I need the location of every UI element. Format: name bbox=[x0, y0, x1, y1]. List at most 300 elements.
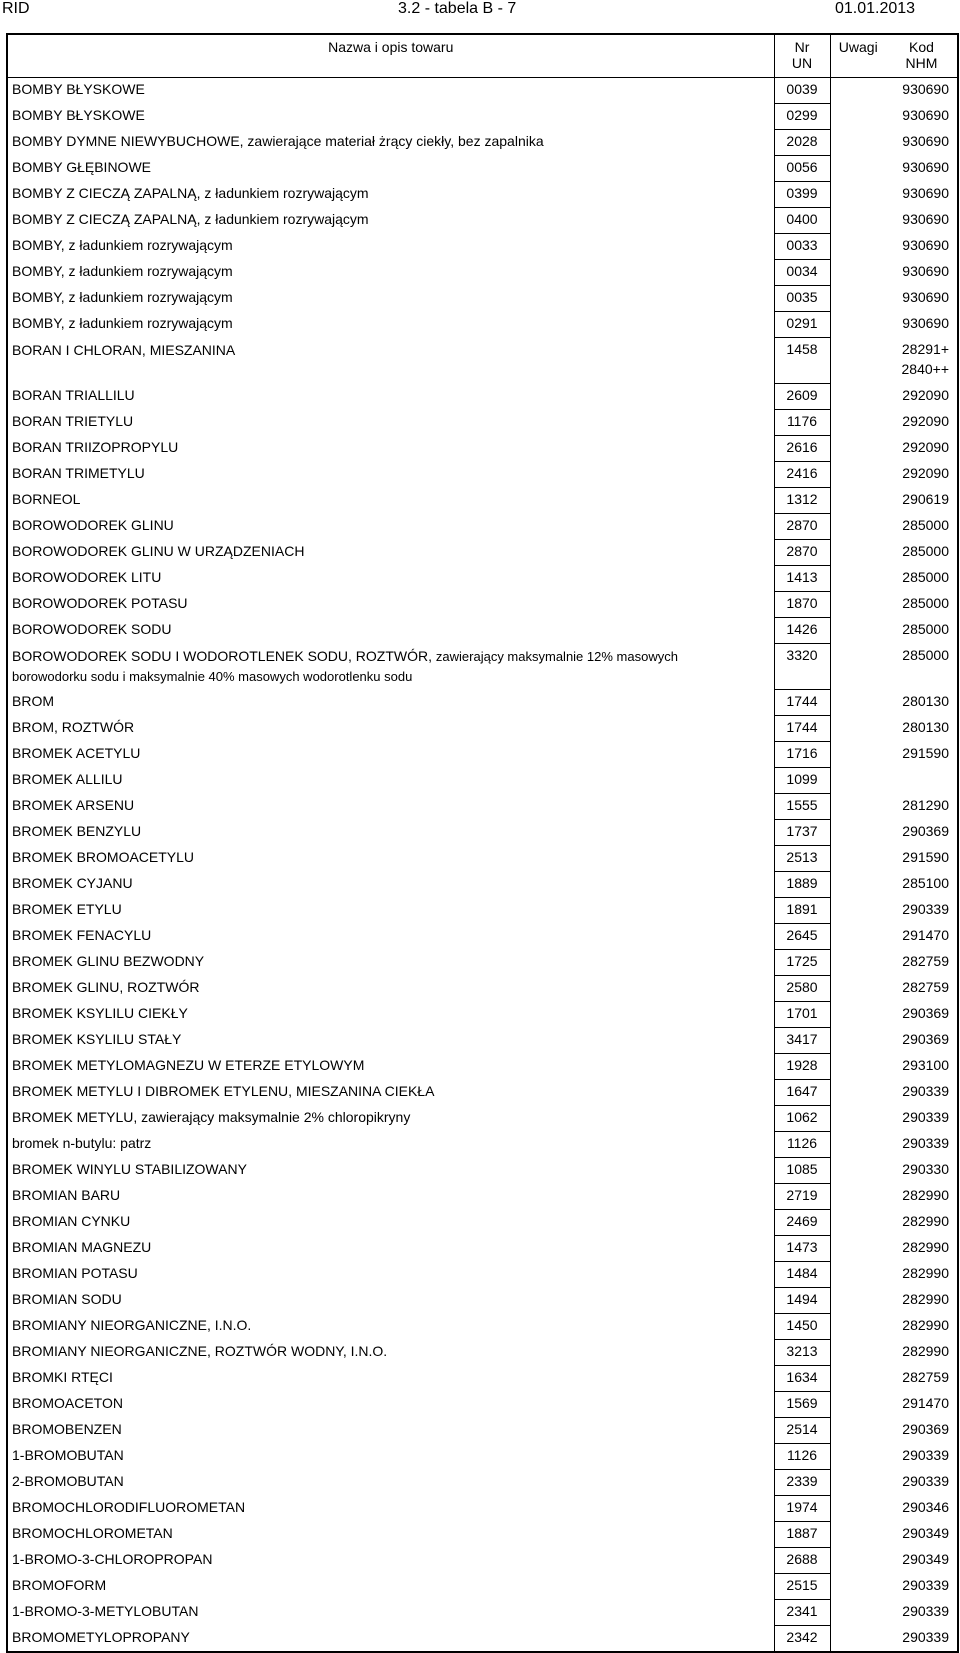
cell-name bbox=[7, 1210, 774, 1236]
table-row bbox=[7, 1392, 958, 1418]
cell-uwagi bbox=[830, 1418, 886, 1444]
cell-name bbox=[7, 436, 774, 462]
cell-uwagi bbox=[830, 1548, 886, 1574]
cell-name bbox=[7, 462, 774, 488]
cell-un-number: 0035 bbox=[774, 286, 830, 312]
cell-uwagi bbox=[830, 1080, 886, 1106]
cell-name-text: BROMEK ALLILU bbox=[12, 770, 123, 787]
cell-name-text: BROM bbox=[12, 692, 54, 709]
cell-uwagi bbox=[830, 592, 886, 618]
cell-un-number: 1725 bbox=[774, 950, 830, 976]
cell-uwagi bbox=[830, 462, 886, 488]
cell-kod-text: 290339 bbox=[902, 1628, 949, 1645]
cell-kod-nhm bbox=[886, 768, 958, 794]
cell-name-text: BORAN TRIETYLU bbox=[12, 412, 134, 429]
cell-kod-text: 290619 bbox=[902, 490, 949, 507]
cell-uwagi bbox=[830, 690, 886, 716]
cell-name bbox=[7, 78, 774, 104]
cell-un-number: 1126 bbox=[774, 1132, 830, 1158]
cell-kod-text: 292090 bbox=[902, 386, 949, 403]
cell-kod-text: 282759 bbox=[902, 978, 949, 995]
table-row bbox=[7, 1132, 958, 1158]
header-date: 01.01.2013 bbox=[835, 0, 916, 17]
cell-kod-nhm bbox=[886, 592, 958, 618]
cell-un-number: 1176 bbox=[774, 410, 830, 436]
cell-un-number: 1126 bbox=[774, 1444, 830, 1470]
cell-kod-nhm bbox=[886, 1548, 958, 1574]
cell-name bbox=[7, 1262, 774, 1288]
cell-kod-nhm bbox=[886, 618, 958, 644]
cell-name-text: BOMBY Z CIECZĄ ZAPALNĄ, z ładunkiem rozrywającym bbox=[12, 184, 369, 201]
cell-name-text: BOROWODOREK LITU bbox=[12, 568, 162, 585]
cell-kod-text: 282759 bbox=[902, 952, 949, 969]
cell-kod-nhm bbox=[886, 1626, 958, 1653]
table-row bbox=[7, 872, 958, 898]
cell-kod-text: 290369 bbox=[902, 822, 949, 839]
cell-name bbox=[7, 794, 774, 820]
table-row bbox=[7, 690, 958, 716]
page-header bbox=[0, 0, 960, 22]
cell-uwagi bbox=[830, 540, 886, 566]
table-row bbox=[7, 1626, 958, 1653]
cell-kod-text: 290339 bbox=[902, 1602, 949, 1619]
cell-un-number: 2616 bbox=[774, 436, 830, 462]
cell-name bbox=[7, 410, 774, 436]
cell-name-text: BOMBY BŁYSKOWE bbox=[12, 81, 145, 97]
cell-name-text: BROMEK FENACYLU bbox=[12, 926, 152, 943]
cell-name-text: 1-BROMO-3-METYLOBUTAN bbox=[12, 1602, 199, 1619]
table-row bbox=[7, 1106, 958, 1132]
table-row bbox=[7, 898, 958, 924]
table-row bbox=[7, 1574, 958, 1600]
cell-uwagi bbox=[830, 1392, 886, 1418]
table-row bbox=[7, 78, 958, 104]
table-row bbox=[7, 924, 958, 950]
cell-kod-text: 292090 bbox=[902, 464, 949, 481]
cell-name-text: BROMEK METYLU I DIBROMEK ETYLENU, MIESZANINA CIEKŁA bbox=[12, 1082, 435, 1099]
cell-name-text: bromek n-butylu: patrz bbox=[12, 1134, 152, 1151]
cell-uwagi bbox=[830, 1002, 886, 1028]
table-row bbox=[7, 1002, 958, 1028]
cell-name-text: BROMIAN POTASU bbox=[12, 1264, 138, 1281]
cell-uwagi bbox=[830, 1496, 886, 1522]
column-header-name-label: Nazwa i opis towaru bbox=[328, 39, 454, 55]
cell-name-text: BROMEK BENZYLU bbox=[12, 822, 142, 839]
cell-name bbox=[7, 488, 774, 514]
cell-name-text: BOROWODOREK GLINU bbox=[12, 516, 174, 533]
cell-name-text: BOMBY, z ładunkiem rozrywającym bbox=[12, 314, 233, 331]
cell-name bbox=[7, 618, 774, 644]
table-row bbox=[7, 566, 958, 592]
cell-un-number: 1426 bbox=[774, 618, 830, 644]
cell-un-number: 1744 bbox=[774, 690, 830, 716]
table-row bbox=[7, 1262, 958, 1288]
table-row bbox=[7, 1366, 958, 1392]
cell-name bbox=[7, 1496, 774, 1522]
cell-name-text: BROM, ROZTWÓR bbox=[12, 718, 135, 735]
table-row bbox=[7, 1210, 958, 1236]
cell-un-number: 1928 bbox=[774, 1054, 830, 1080]
table-row bbox=[7, 488, 958, 514]
cell-un-number: 2514 bbox=[774, 1418, 830, 1444]
cell-kod-nhm bbox=[886, 1444, 958, 1470]
cell-uwagi bbox=[830, 1366, 886, 1392]
cell-uwagi bbox=[830, 156, 886, 182]
cell-uwagi bbox=[830, 410, 886, 436]
table-row bbox=[7, 1158, 958, 1184]
cell-uwagi bbox=[830, 1106, 886, 1132]
cell-kod-text: 930690 bbox=[902, 236, 949, 253]
cell-uwagi bbox=[830, 742, 886, 768]
cell-kod-nhm bbox=[886, 540, 958, 566]
cell-kod-nhm bbox=[886, 690, 958, 716]
cell-un-number: 0400 bbox=[774, 208, 830, 234]
cell-kod-nhm bbox=[886, 1600, 958, 1626]
cell-kod-text: 290339 bbox=[902, 1576, 949, 1593]
cell-uwagi bbox=[830, 286, 886, 312]
table-row bbox=[7, 286, 958, 312]
cell-un-number: 0399 bbox=[774, 182, 830, 208]
cell-name bbox=[7, 1106, 774, 1132]
cell-name bbox=[7, 1444, 774, 1470]
cell-name-text: BROMOCHLORODIFLUOROMETAN bbox=[12, 1498, 246, 1515]
cell-name bbox=[7, 716, 774, 742]
cell-name-text: BORNEOL bbox=[12, 490, 81, 507]
cell-kod-nhm bbox=[886, 1002, 958, 1028]
table-row bbox=[7, 540, 958, 566]
cell-uwagi bbox=[830, 1132, 886, 1158]
cell-un-number: 1647 bbox=[774, 1080, 830, 1106]
table-row bbox=[7, 462, 958, 488]
cell-name-text: BOMBY, z ładunkiem rozrywającym bbox=[12, 262, 233, 279]
cell-uwagi bbox=[830, 846, 886, 872]
cell-un-number: 2719 bbox=[774, 1184, 830, 1210]
cell-kod-text: 285000 bbox=[902, 516, 949, 533]
cell-uwagi bbox=[830, 1210, 886, 1236]
cell-kod-nhm bbox=[886, 1080, 958, 1106]
table-row bbox=[7, 1236, 958, 1262]
cell-uwagi bbox=[830, 566, 886, 592]
cell-name-text: BROMIANY NIEORGANICZNE, I.N.O. bbox=[12, 1316, 252, 1333]
cell-kod-text: 290339 bbox=[902, 900, 949, 917]
cell-kod-text: 930690 bbox=[902, 314, 949, 331]
table-row bbox=[7, 1548, 958, 1574]
cell-un-number: 2870 bbox=[774, 540, 830, 566]
cell-kod-text: 282990 bbox=[902, 1290, 949, 1307]
cell-un-number: 2580 bbox=[774, 976, 830, 1002]
cell-kod-text: 290330 bbox=[902, 1160, 949, 1177]
cell-uwagi bbox=[830, 794, 886, 820]
cell-uwagi bbox=[830, 1262, 886, 1288]
cell-kod-text: 28291+ bbox=[901, 340, 949, 357]
cell-un-number: 2416 bbox=[774, 462, 830, 488]
cell-kod-nhm bbox=[886, 794, 958, 820]
cell-uwagi bbox=[830, 234, 886, 260]
cell-name-text-rest: zawierający maksymalnie 12% masowych bbox=[435, 648, 678, 664]
cell-name bbox=[7, 566, 774, 592]
table-row bbox=[7, 618, 958, 644]
cell-un-number: 2870 bbox=[774, 514, 830, 540]
cell-uwagi bbox=[830, 338, 886, 384]
cell-un-number: 2513 bbox=[774, 846, 830, 872]
cell-kod-text: 290369 bbox=[902, 1420, 949, 1437]
cell-name bbox=[7, 690, 774, 716]
table-header-row bbox=[7, 34, 958, 78]
cell-un-number: 1889 bbox=[774, 872, 830, 898]
cell-name bbox=[7, 338, 774, 384]
table-row bbox=[7, 950, 958, 976]
cell-name-text: BROMEK WINYLU STABILIZOWANY bbox=[12, 1160, 247, 1177]
cell-kod-text: 282990 bbox=[902, 1238, 949, 1255]
cell-name bbox=[7, 1184, 774, 1210]
cell-name-text: BROMOMETYLOPROPANY bbox=[12, 1628, 190, 1645]
cell-kod-nhm bbox=[886, 1054, 958, 1080]
cell-kod-nhm bbox=[886, 1314, 958, 1340]
table-row bbox=[7, 1522, 958, 1548]
cell-un-number: 1450 bbox=[774, 1314, 830, 1340]
cell-name-text: BOMBY DYMNE NIEWYBUCHOWE, zawierające materiał żrący ciekły, bez zapalnika bbox=[12, 132, 544, 149]
cell-name-text: 1-BROMO-3-CHLOROPROPAN bbox=[12, 1550, 213, 1567]
cell-uwagi bbox=[830, 1158, 886, 1184]
cell-uwagi bbox=[830, 208, 886, 234]
cell-un-number: 1085 bbox=[774, 1158, 830, 1184]
cell-kod-nhm bbox=[886, 1522, 958, 1548]
cell-name bbox=[7, 182, 774, 208]
cell-name bbox=[7, 950, 774, 976]
cell-kod-text: 291590 bbox=[902, 848, 949, 865]
cell-uwagi bbox=[830, 1600, 886, 1626]
cell-kod-text: 290369 bbox=[902, 1004, 949, 1021]
cell-un-number: 1062 bbox=[774, 1106, 830, 1132]
cell-uwagi bbox=[830, 644, 886, 690]
cell-kod-text: 285000 bbox=[902, 620, 949, 637]
cell-name-text: BOMBY, z ładunkiem rozrywającym bbox=[12, 236, 233, 253]
cell-name bbox=[7, 1054, 774, 1080]
cell-name bbox=[7, 1002, 774, 1028]
table-row bbox=[7, 794, 958, 820]
cell-name-text: BROMKI RTĘCI bbox=[12, 1368, 113, 1385]
cell-un-number: 2028 bbox=[774, 130, 830, 156]
cell-name bbox=[7, 1392, 774, 1418]
cell-uwagi bbox=[830, 1522, 886, 1548]
cell-kod-text: 930690 bbox=[902, 158, 949, 175]
cell-kod-nhm bbox=[886, 898, 958, 924]
cell-kod-text: 292090 bbox=[902, 438, 949, 455]
cell-un-number: 1458 bbox=[774, 338, 830, 384]
cell-kod-text: 930690 bbox=[902, 106, 949, 123]
cell-name bbox=[7, 1314, 774, 1340]
column-header-un-line1: Nr bbox=[794, 39, 810, 55]
cell-kod-nhm bbox=[886, 1470, 958, 1496]
column-header-kod bbox=[886, 34, 958, 78]
cell-kod-text: 293100 bbox=[902, 1056, 949, 1073]
cell-kod-nhm bbox=[886, 514, 958, 540]
cell-kod-text: 930690 bbox=[902, 210, 949, 227]
table-row bbox=[7, 742, 958, 768]
cell-name bbox=[7, 540, 774, 566]
cell-name bbox=[7, 208, 774, 234]
cell-un-number: 1312 bbox=[774, 488, 830, 514]
table-row bbox=[7, 1600, 958, 1626]
cell-name bbox=[7, 384, 774, 410]
table-row bbox=[7, 514, 958, 540]
cell-name-text: BORAN TRIALLILU bbox=[12, 386, 135, 403]
cell-un-number: 1887 bbox=[774, 1522, 830, 1548]
cell-name-text: BROMOFORM bbox=[12, 1576, 107, 1593]
cell-uwagi bbox=[830, 1054, 886, 1080]
cell-kod-nhm bbox=[886, 156, 958, 182]
cell-kod-text: 282990 bbox=[902, 1316, 949, 1333]
cell-kod-nhm bbox=[886, 1574, 958, 1600]
table-row bbox=[7, 1080, 958, 1106]
cell-name-text: BROMEK METYLU, zawierający maksymalnie 2% chloropikryny bbox=[12, 1108, 411, 1125]
cell-uwagi bbox=[830, 1184, 886, 1210]
cell-un-number: 1555 bbox=[774, 794, 830, 820]
cell-uwagi bbox=[830, 514, 886, 540]
cell-uwagi bbox=[830, 104, 886, 130]
cell-un-number: 0056 bbox=[774, 156, 830, 182]
table-row bbox=[7, 846, 958, 872]
cell-name-text: BROMEK METYLOMAGNEZU W ETERZE ETYLOWYM bbox=[12, 1056, 365, 1073]
table-row bbox=[7, 976, 958, 1002]
column-header-name bbox=[7, 34, 774, 78]
cell-kod-nhm bbox=[886, 566, 958, 592]
cell-name bbox=[7, 820, 774, 846]
cell-uwagi bbox=[830, 182, 886, 208]
cell-un-number: 1744 bbox=[774, 716, 830, 742]
table-row bbox=[7, 156, 958, 182]
cell-kod-text: 282990 bbox=[902, 1264, 949, 1281]
cell-name bbox=[7, 924, 774, 950]
cell-name bbox=[7, 976, 774, 1002]
cell-name bbox=[7, 312, 774, 338]
cell-uwagi bbox=[830, 872, 886, 898]
cell-name-text: BOROWODOREK SODU bbox=[12, 620, 172, 637]
cell-name-text: BORAN TRIIZOPROPYLU bbox=[12, 438, 179, 455]
cell-name bbox=[7, 898, 774, 924]
cell-kod-nhm bbox=[886, 104, 958, 130]
cell-kod-nhm bbox=[886, 1418, 958, 1444]
cell-uwagi bbox=[830, 488, 886, 514]
cell-kod-nhm bbox=[886, 976, 958, 1002]
cell-kod-text: 291470 bbox=[902, 926, 949, 943]
cell-name bbox=[7, 1158, 774, 1184]
table-row bbox=[7, 384, 958, 410]
cell-kod-nhm bbox=[886, 130, 958, 156]
cell-kod-nhm bbox=[886, 1210, 958, 1236]
cell-un-number: 1634 bbox=[774, 1366, 830, 1392]
cell-name-text: BROMIAN MAGNEZU bbox=[12, 1238, 152, 1255]
cell-kod-text: 285000 bbox=[902, 542, 949, 559]
cell-name bbox=[7, 1028, 774, 1054]
cell-name bbox=[7, 1132, 774, 1158]
cell-name bbox=[7, 644, 774, 690]
cell-name bbox=[7, 1418, 774, 1444]
table-row bbox=[7, 182, 958, 208]
cell-un-number: 1870 bbox=[774, 592, 830, 618]
cell-name-text: 2-BROMOBUTAN bbox=[12, 1472, 124, 1489]
cell-name-text: BOMBY Z CIECZĄ ZAPALNĄ, z ładunkiem rozrywającym bbox=[12, 210, 369, 227]
cell-uwagi bbox=[830, 950, 886, 976]
cell-name bbox=[7, 1548, 774, 1574]
cell-kod-text: 290339 bbox=[902, 1134, 949, 1151]
cell-name-text: BROMEK KSYLILU CIEKŁY bbox=[12, 1004, 188, 1021]
cell-uwagi bbox=[830, 1314, 886, 1340]
cell-kod-text-line2: 2840++ bbox=[901, 360, 949, 377]
cell-name-text: BROMEK CYJANU bbox=[12, 874, 133, 891]
column-header-kod-line2: NHM bbox=[905, 55, 938, 71]
cell-kod-text: 930690 bbox=[902, 132, 949, 149]
table-row bbox=[7, 338, 958, 384]
cell-kod-nhm bbox=[886, 488, 958, 514]
cell-kod-text: 281290 bbox=[902, 796, 949, 813]
cell-name bbox=[7, 846, 774, 872]
cell-un-number: 1737 bbox=[774, 820, 830, 846]
cell-name bbox=[7, 1626, 774, 1653]
cell-name-text: BROMEK GLINU BEZWODNY bbox=[12, 952, 205, 969]
cell-kod-text: 285000 bbox=[902, 646, 949, 663]
cell-name bbox=[7, 1080, 774, 1106]
table-row bbox=[7, 1444, 958, 1470]
cell-kod-nhm bbox=[886, 338, 958, 384]
cell-un-number: 1569 bbox=[774, 1392, 830, 1418]
cell-kod-text: 290349 bbox=[902, 1550, 949, 1567]
cell-un-number: 1473 bbox=[774, 1236, 830, 1262]
cell-uwagi bbox=[830, 1626, 886, 1653]
cell-name-text: BROMOCHLOROMETAN bbox=[12, 1524, 173, 1541]
cell-kod-nhm bbox=[886, 1262, 958, 1288]
cell-name-text-line2: borowodorku sodu i maksymalnie 40% masowych wodorotlenku sodu bbox=[12, 668, 413, 684]
cell-kod-text: 285100 bbox=[902, 874, 949, 891]
cell-name-text: BORAN TRIMETYLU bbox=[12, 464, 145, 481]
cell-name bbox=[7, 234, 774, 260]
cell-kod-text: 290339 bbox=[902, 1446, 949, 1463]
cell-kod-nhm bbox=[886, 1392, 958, 1418]
cell-uwagi bbox=[830, 1288, 886, 1314]
cell-kod-nhm bbox=[886, 1028, 958, 1054]
cell-un-number: 2609 bbox=[774, 384, 830, 410]
table-row bbox=[7, 130, 958, 156]
table-row bbox=[7, 768, 958, 794]
cell-kod-nhm bbox=[886, 1288, 958, 1314]
cell-name-text: BOROWODOREK SODU I WODOROTLENEK SODU, ROZTWÓR, bbox=[12, 647, 433, 664]
table-row bbox=[7, 1340, 958, 1366]
cell-name bbox=[7, 104, 774, 130]
cell-name-text: BOMBY BŁYSKOWE bbox=[12, 106, 145, 123]
cell-name-text: BROMEK GLINU, ROZTWÓR bbox=[12, 978, 200, 995]
cell-kod-nhm bbox=[886, 1106, 958, 1132]
table-row bbox=[7, 436, 958, 462]
cell-name bbox=[7, 742, 774, 768]
cell-name bbox=[7, 514, 774, 540]
cell-kod-text: 290369 bbox=[902, 1030, 949, 1047]
cell-kod-nhm bbox=[886, 1184, 958, 1210]
cell-name-text: BOROWODOREK POTASU bbox=[12, 594, 188, 611]
table-row bbox=[7, 1054, 958, 1080]
column-header-kod-line1: Kod bbox=[909, 39, 934, 55]
table-row bbox=[7, 1288, 958, 1314]
table-row bbox=[7, 1314, 958, 1340]
cell-kod-nhm bbox=[886, 924, 958, 950]
cell-uwagi bbox=[830, 820, 886, 846]
table-row bbox=[7, 1418, 958, 1444]
cell-name-text: BOMBY, z ładunkiem rozrywającym bbox=[12, 288, 233, 305]
table-row bbox=[7, 1028, 958, 1054]
table-row bbox=[7, 410, 958, 436]
cell-kod-text: 291590 bbox=[902, 744, 949, 761]
cell-uwagi bbox=[830, 924, 886, 950]
cell-kod-nhm bbox=[886, 1236, 958, 1262]
